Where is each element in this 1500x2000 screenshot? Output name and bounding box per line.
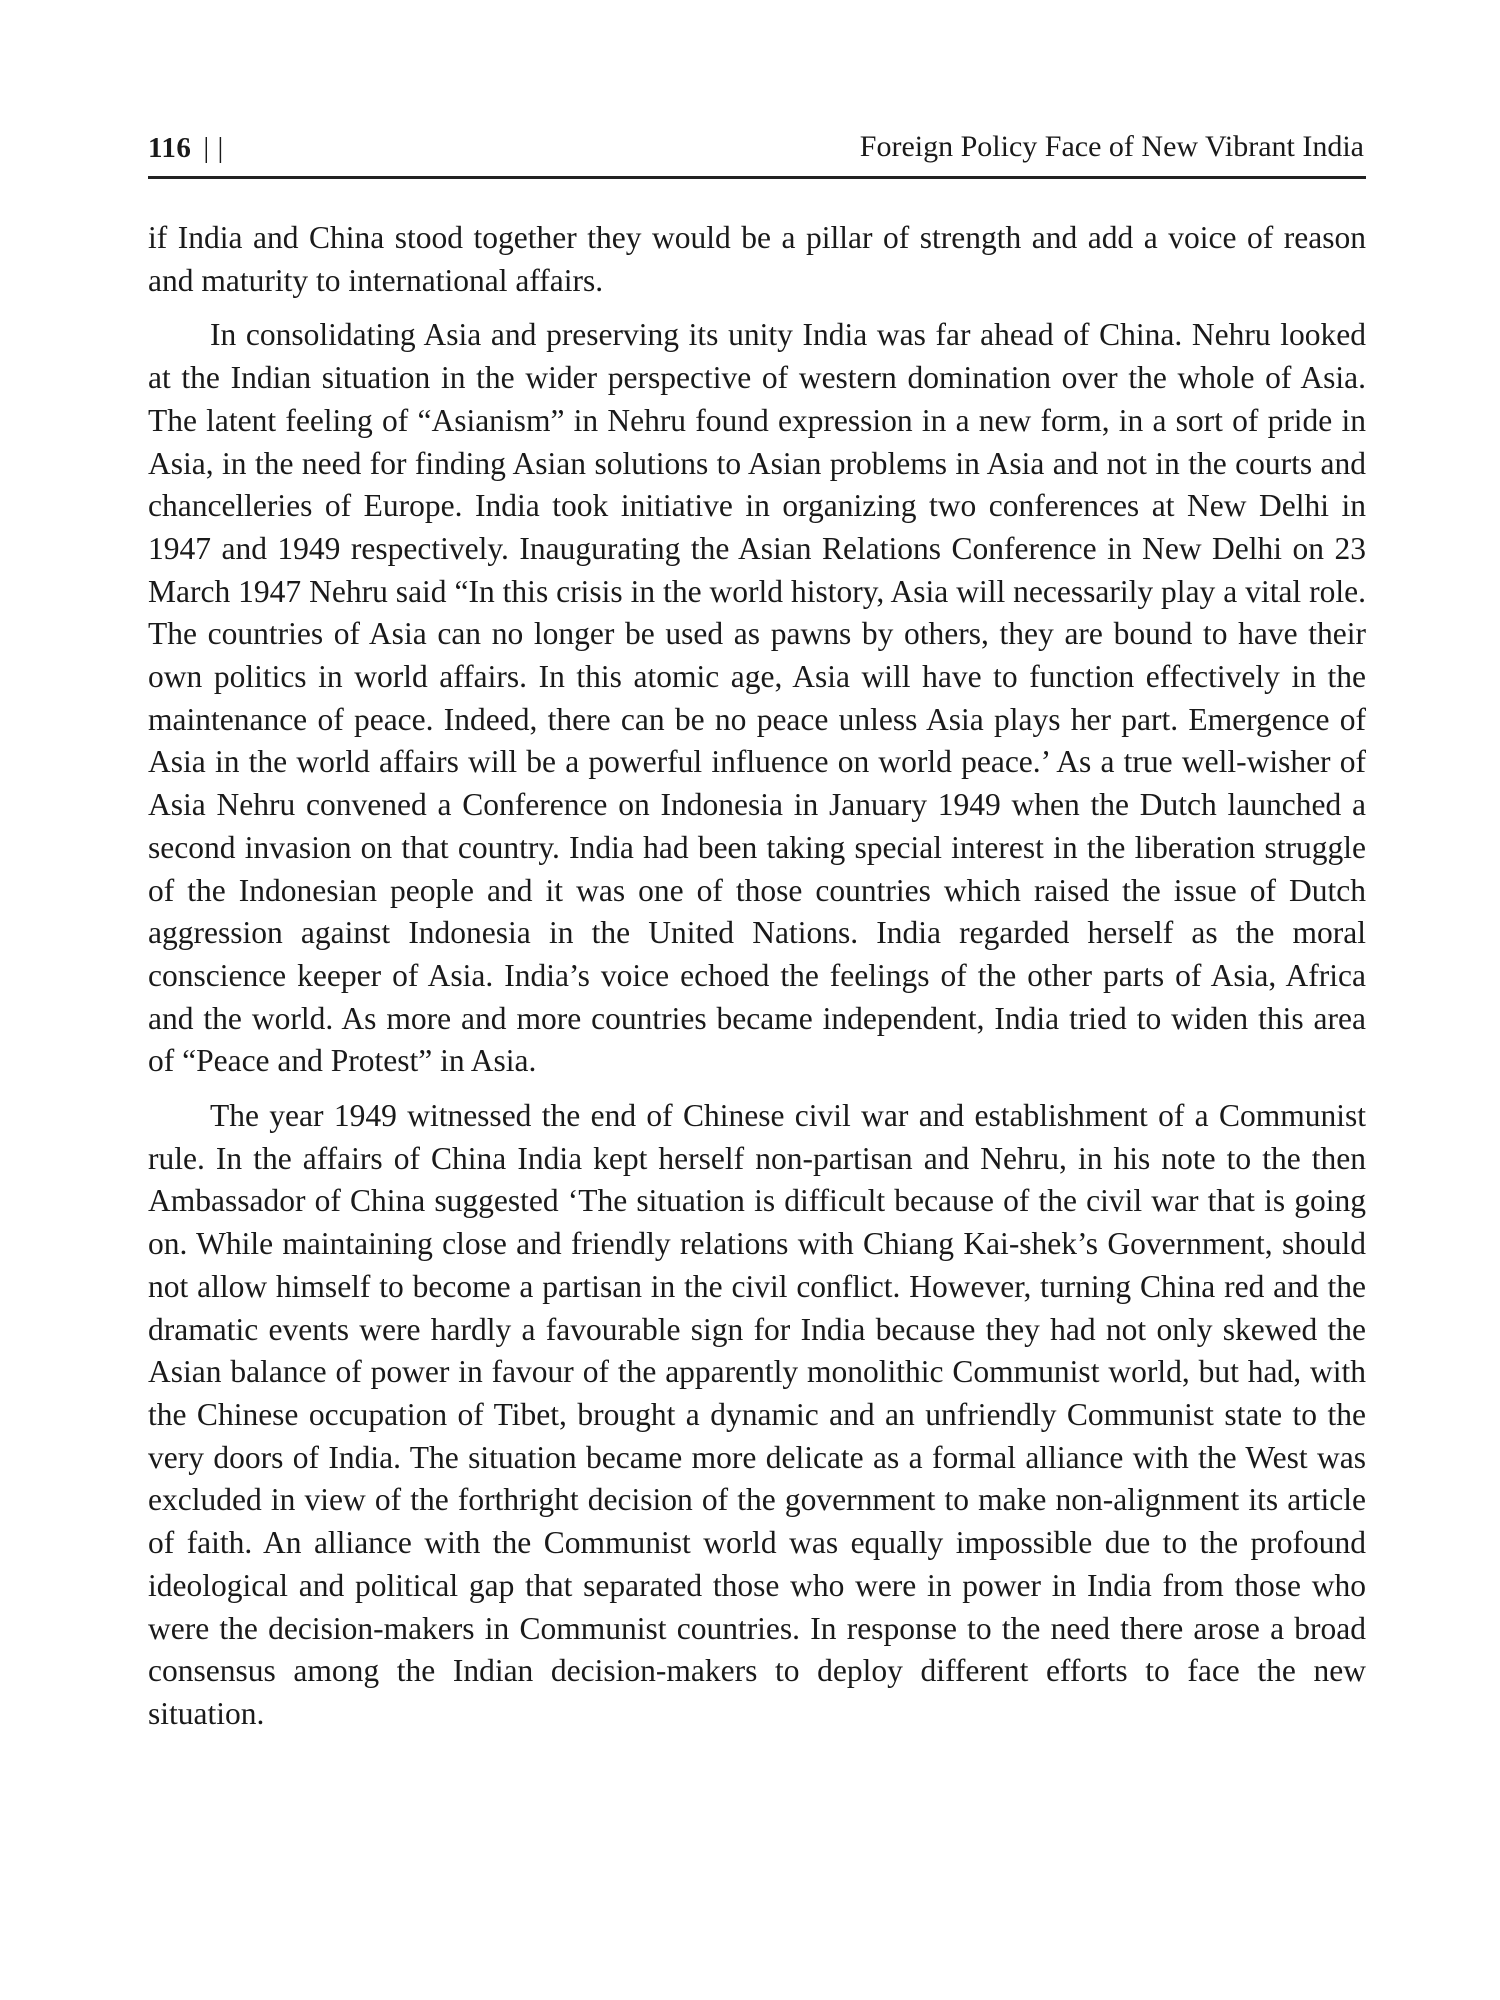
- book-page: [148, 120, 1366, 1920]
- paragraph-asia-unity: In consolidating Asia and preserving its unity India was far ahead of China. Nehru looked at the Indian situation in the wider perspective of western domination over the whole of Asia. The latent feeling of “Asianism” in Nehru found expression in a new form, in a sort of pride in Asia, in the need for finding Asian solutions to Asian problems in Asia and not in the courts and chancelleries of Europe. India took initiative in organizing two conferences at New Delhi in 1947 and 1949 respectively. Inaugurating the Asian Relations Conference in New Delhi on 23 March 1947 Nehru said “In this crisis in the world history, Asia will necessarily play a vital role. The countries of Asia can no longer be used as pawns by others, they are bound to have their own politics in world affairs. In this atomic age, Asia will have to function effectively in the maintenance of peace. Indeed, there can be no peace unless Asia plays her part. Emergence of Asia in the world affairs will be a powerful influence on world peace.’ As a true well-wisher of Asia Nehru convened a Conference on Indonesia in January 1949 when the Dutch launched a second invasion on that country. India had been taking special interest in the liberation struggle of the Indonesian people and it was one of those countries which raised the issue of Dutch aggression against Indonesia in the United Nations. India regarded herself as the moral conscience keeper of Asia. India’s voice echoed the feelings of the other parts of Asia, Africa and the world. As more and more countries became independent, India tried to widen this area of “Peace and Protest” in Asia.: [148, 317, 1366, 1079]
- paragraph-continuation: if India and China stood together they would be a pillar of strength and add a voice of reason and maturity to international affairs.: [148, 220, 1366, 298]
- running-head: [148, 120, 1366, 179]
- body-text: [148, 217, 1366, 1736]
- page-number-block: [148, 132, 224, 165]
- page-number-separator: | |: [203, 132, 224, 164]
- page-number: 116: [148, 132, 192, 164]
- running-title: Foreign Policy Face of New Vibrant India: [859, 130, 1364, 163]
- paragraph-chinese-civil-war: The year 1949 witnessed the end of Chinese civil war and establishment of a Communist rule. In the affairs of China India kept herself non-partisan and Nehru, in his note to the then Ambassador of China suggested ‘The situation is difficult because of the civil war that is going on. While maintaining close and friendly relations with Chiang Kai-shek’s Government, should not allow himself to become a partisan in the civil conflict. However, turning China red and the dramatic events were hardly a favourable sign for India because they had not only skewed the Asian balance of power in favour of the apparently monolithic Communist world, but had, with the Chinese occupation of Tibet, brought a dynamic and an unfriendly Communist state to the very doors of India. The situation became more delicate as a formal alliance with the West was excluded in view of the forthright decision of the government to make non-alignment its article of faith. An alliance with the Communist world was equally impossible due to the profound ideological and political gap that separated those who were in power in India from those who were the decision-makers in Communist countries. In response to the need there arose a broad consensus among the Indian decision-makers to deploy different efforts to face the new situation.: [148, 1098, 1366, 1731]
